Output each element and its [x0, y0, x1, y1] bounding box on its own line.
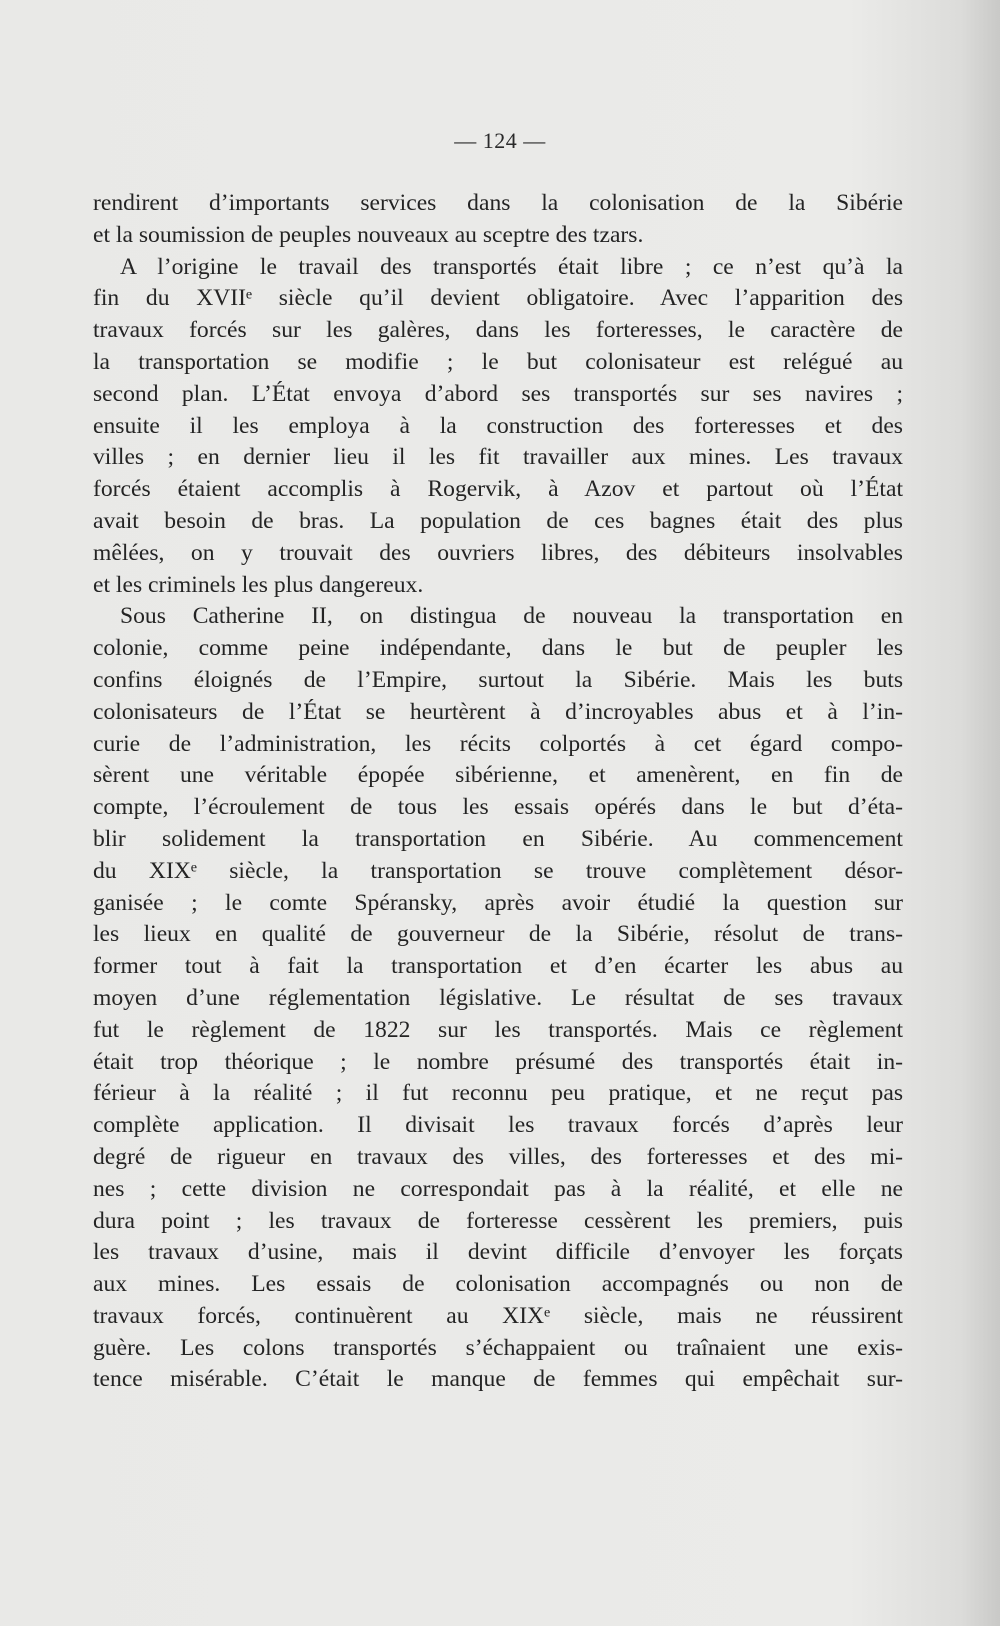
text-line: tence misérable. C’était le manque de femmes qui empêchait sur-	[93, 1366, 903, 1393]
text-line: férieur à la réalité ; il fut reconnu peu pratique, et ne reçut pas	[93, 1080, 903, 1107]
text-line: dura point ; les travaux de forteresse cessèrent les premiers, puis	[93, 1207, 903, 1234]
text-line: aux mines. Les essais de colonisation accompagnés ou non de	[93, 1271, 903, 1298]
text-line: second plan. L’État envoya d’abord ses transportés sur ses navires ;	[93, 380, 903, 407]
text-line: nes ; cette division ne correspondait pas à la réalité, et elle ne	[93, 1175, 903, 1202]
text-line: moyen d’une réglementation législative. Le résultat de ses travaux	[93, 984, 903, 1011]
text-line: et les criminels les plus dangereux.	[93, 571, 424, 598]
page-number: — 124 —	[454, 128, 546, 153]
text-line: travaux forcés, continuèrent au XIXᵉ siècle, mais ne réussirent	[93, 1302, 903, 1329]
text-line: les travaux d’usine, mais il devint difficile d’envoyer les forçats	[93, 1239, 903, 1266]
text-line: guère. Les colons transportés s’échappaient ou traînaient une exis-	[93, 1334, 903, 1361]
text-line: former tout à fait la transportation et d’en écarter les abus au	[93, 953, 903, 980]
text-line: fin du XVIIᵉ siècle qu’il devient obligatoire. Avec l’apparition des	[93, 285, 903, 312]
text-line: colonie, comme peine indépendante, dans le but de peupler les	[93, 635, 903, 662]
text-line: curie de l’administration, les récits colportés à cet égard compo-	[93, 730, 903, 757]
text-line: du XIXᵉ siècle, la transportation se trouve complètement désor-	[93, 857, 903, 884]
text-line: forcés étaient accomplis à Rogervik, à Azov et partout où l’État	[93, 476, 903, 503]
text-line: ganisée ; le comte Spéransky, après avoir étudié la question sur	[93, 889, 903, 916]
text-line: complète application. Il divisait les travaux forcés d’après leur	[93, 1112, 903, 1139]
text-line: mêlées, on y trouvait des ouvriers libres, des débiteurs insolvables	[93, 539, 903, 566]
text-line: travaux forcés sur les galères, dans les forteresses, le caractère de	[93, 317, 903, 344]
body-text	[93, 188, 903, 1396]
text-line: avait besoin de bras. La population de ces bagnes était des plus	[93, 507, 903, 534]
text-line: était trop théorique ; le nombre présumé des transportés était in-	[93, 1048, 903, 1075]
text-line: rendirent d’importants services dans la colonisation de la Sibérie	[93, 190, 903, 216]
text-line: colonisateurs de l’État se heurtèrent à d’incroyables abus et à l’in-	[93, 698, 903, 725]
text-line: ensuite il les employa à la construction des forteresses et des	[93, 412, 903, 439]
text-line: les lieux en qualité de gouverneur de la Sibérie, résolut de trans-	[93, 921, 903, 948]
text-line: et la soumission de peuples nouveaux au sceptre des tzars.	[93, 221, 644, 248]
text-line: compte, l’écroulement de tous les essais opérés dans le but d’éta-	[93, 794, 903, 821]
text-line: fut le règlement de 1822 sur les transportés. Mais ce règlement	[93, 1016, 903, 1043]
text-line: confins éloignés de l’Empire, surtout la Sibérie. Mais les buts	[93, 666, 903, 693]
text-line: sèrent une véritable épopée sibérienne, et amenèrent, en fin de	[93, 762, 903, 789]
text-line: Sous Catherine II, on distingua de nouveau la transportation en	[120, 603, 903, 630]
text-line: A l’origine le travail des transportés était libre ; ce n’est qu’à la	[120, 253, 903, 280]
text-line: degré de rigueur en travaux des villes, des forteresses et des mi-	[93, 1143, 903, 1170]
text-line: la transportation se modifie ; le but colonisateur est relégué au	[93, 348, 903, 375]
text-line: villes ; en dernier lieu il les fit travailler aux mines. Les travaux	[93, 444, 903, 471]
text-line: blir solidement la transportation en Sibérie. Au commencement	[93, 825, 903, 852]
